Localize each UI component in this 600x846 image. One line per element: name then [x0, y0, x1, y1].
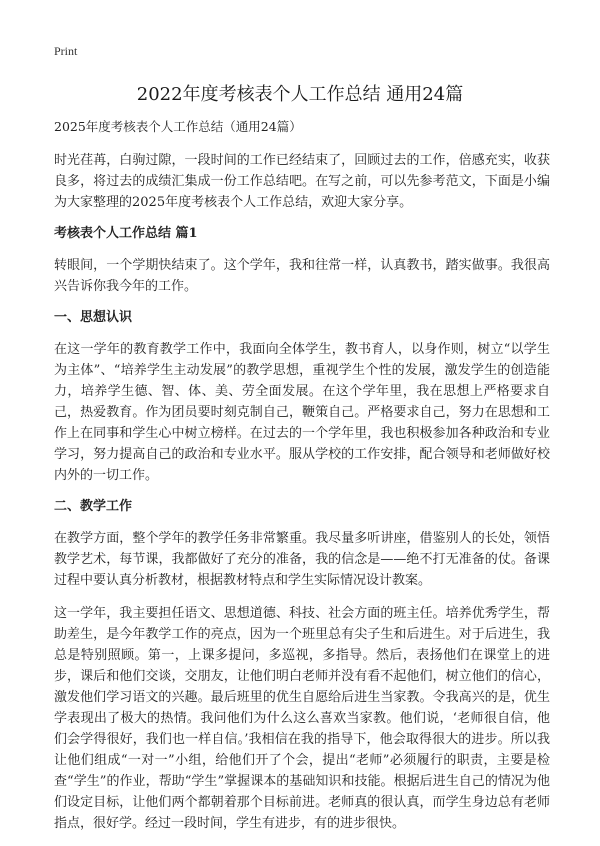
section2-paragraph-2: 这一学年，我主要担任语文、思想道德、科技、社会方面的班主任。培养优秀学生，帮助差生，是今年教学工作的亮点，因为一个班里总有尖子生和后进生。对于后进生，我总是特别照顾。第一，上课多提问，多巡视，多指导。然后，表扬他们在课堂上的进步，课后和他们交谈，交朋友，让他们明白老师并没有看不起他们，树立他们的信心，激发他们学习语文的兴趣。最后班里的优生自愿给后进生当家教。令我高兴的是，优生学表现出了极大的热情。我问他们为什么这么喜欢当家教。他们说，‘老师很自信，他们会学得很好，我们也一样自信。’我相信在我的指导下，他会取得很大的进步。所以我让他们组成“一对一”小组，给他们开了个会，提出“老师”必须履行的职责，主要是检查“学生”的作业，帮助“学生”掌握课本的基础知识和技能。根据后进生自己的情况为他们设定目标，让他们两个都朝着那个目标前进。老师真的很认真，而学生身边总有老师指点，很好学。经过一段时间，学生有进步，有的进步很快。: [54, 606, 550, 831]
intro-paragraph: 时光荏苒，白驹过隙，一段时间的工作已经结束了，回顾过去的工作，倍感充实，收获良多，将过去的成绩汇集成一份工作总结吧。在写之前，可以先参考范文，下面是小编为大家整理的2025年度考核表个人工作总结，欢迎大家分享。: [54, 153, 550, 210]
article1-heading: 考核表个人工作总结 篇1: [54, 226, 198, 241]
print-link[interactable]: Print: [54, 44, 78, 58]
article-subtitle: 2025年度考核表个人工作总结（通用24篇）: [54, 119, 302, 134]
article-content: [54, 118, 550, 846]
article1-intro-paragraph: 转眼间，一个学期快结束了。这个学年，我和往常一样，认真教书，踏实做事。我很高兴告诉你我今年的工作。: [54, 258, 550, 294]
section2-paragraph-1: 在教学方面，整个学年的教学任务非常繁重。我尽量多听讲座，借鉴别人的长处，领悟教学艺术，每节课，我都做好了充分的准备，我的信念是——绝不打无准备的仗。备课过程中要认真分析教材，根据教材特点和学生实际情况设计教案。: [54, 531, 550, 588]
page-title: 2022年度考核表个人工作总结 通用24篇: [136, 84, 464, 105]
section1-heading: 一、思想认识: [54, 310, 133, 325]
section1-paragraph: 在这一学年的教育教学工作中，我面向全体学生，教书育人，以身作则，树立“以学生为主体”、“培养学生主动发展”的教学思想，重视学生个性的发展，激发学生的创造能力，培养学生德、智、体、美、劳全面发展。在这个学年里，我在思想上严格要求自己，热爱教育。作为团员要时刻克制自己，鞭策自己。严格要求自己，努力在思想和工作上在同事和学生心中树立榜样。在过去的一个学年里，我也积极参加各种政治和专业学习，努力提高自己的政治和专业水平。服从学校的工作安排，配合领导和老师做好校内外的一切工作。: [54, 342, 550, 483]
section2-heading: 二、教学工作: [54, 499, 133, 514]
